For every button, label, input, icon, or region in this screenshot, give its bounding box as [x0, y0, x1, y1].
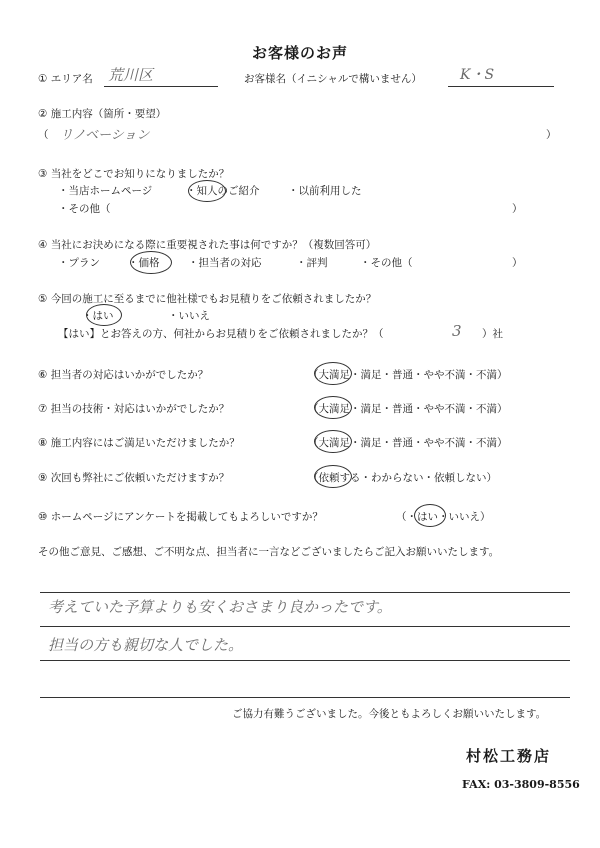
q2-label: ② 施工内容（箇所・要望） [38, 108, 167, 120]
q5-option-yes: ・はい [82, 310, 114, 322]
company-name: 村松工務店 [466, 747, 552, 765]
comment-line-1: 考えていた予算よりも安くおさまり良かったです。 [48, 598, 392, 616]
page-title: お客様のお声 [252, 44, 349, 62]
customer-underline [448, 86, 554, 87]
q4-option-staff: ・担当者の対応 [188, 257, 262, 269]
q3-option-previous: ・以前利用した [288, 185, 362, 197]
q4-option-other: ・その他（ [360, 257, 413, 269]
q9-options: （依頼する・わからない・依頼しない） [308, 472, 497, 484]
customer-label: お客様名（イニシャルで構いません） [244, 73, 422, 85]
q10-options: （・はい・いいえ） [396, 511, 491, 523]
comment-rule-1 [40, 592, 570, 593]
q6-label: ⑥ 担当者の対応はいかがでしたか？ [38, 369, 209, 381]
comment-line-2: 担当の方も親切な人でした。 [48, 636, 244, 654]
q4-other-close: ） [512, 257, 523, 269]
q7-options: （大満足・満足・普通・やや不満・不満） [308, 403, 508, 415]
q8-options: （大満足・満足・普通・やや不満・不満） [308, 437, 508, 449]
comments-prompt: その他ご意見、ご感想、ご不明な点、担当者に一言などございましたらご記入お願いいたします。 [38, 546, 500, 558]
q6-selected-circle [314, 362, 352, 385]
q8-label: ⑧ 施工内容にはご満足いただけましたか？ [38, 437, 240, 449]
q4-selected-circle [130, 251, 172, 274]
q10-label: ⑩ ホームページにアンケートを掲載してもよろしいですか？ [38, 511, 323, 523]
comment-rule-4 [40, 697, 570, 698]
comment-rule-3 [40, 660, 570, 661]
q10-selected-circle [414, 504, 446, 527]
q3-option-other: ・その他（ [58, 203, 111, 215]
q4-option-reputation: ・評判 [296, 257, 328, 269]
q5-count: 3 [452, 322, 462, 340]
q5-option-no: ・いいえ [168, 310, 210, 322]
fax-number: FAX: 03-3809-8556 [462, 778, 580, 791]
q7-label: ⑦ 担当の技術・対応はいかがでしたか？ [38, 403, 230, 415]
q5-label: ⑤ 今回の施工に至るまでに他社様でもお見積りをご依頼されましたか？ [38, 293, 377, 305]
thanks-message: ご協力有難うございました。今後ともよろしくお願いいたします。 [232, 708, 547, 720]
q2-close-paren: ） [546, 129, 557, 141]
q6-options: （大満足・満足・普通・やや不満・不満） [308, 369, 508, 381]
q7-selected-circle [314, 396, 352, 419]
q3-option-referral: ・知人のご紹介 [186, 185, 260, 197]
q4-label: ④ 当社にお決めになる際に重要視された事は何ですか？（複数回答可） [38, 239, 377, 251]
q5-followup: 【はい】とお答えの方、何社からお見積りをご依頼されましたか？（ [58, 328, 384, 340]
customer-value: K・S [460, 67, 495, 83]
q9-selected-circle [314, 465, 352, 488]
q5-suffix: ）社 [482, 328, 503, 340]
q8-selected-circle [314, 430, 352, 453]
q4-option-plan: ・プラン [58, 257, 100, 269]
q5-selected-circle [86, 304, 122, 326]
area-value: 荒川区 [108, 66, 154, 84]
area-label: ① エリア名 [38, 73, 93, 85]
comment-rule-2 [40, 626, 570, 627]
area-underline [104, 86, 218, 87]
q3-label: ③ 当社をどこでお知りになりましたか？ [38, 168, 230, 180]
q3-option-homepage: ・当店ホームページ [58, 185, 153, 197]
q2-answer: リノベーション [60, 128, 150, 143]
q4-option-price: ・価格 [128, 257, 160, 269]
q2-open-paren: （ [38, 129, 49, 141]
q3-selected-circle [188, 180, 226, 202]
q9-label: ⑨ 次回も弊社にご依頼いただけますか？ [38, 472, 230, 484]
q3-other-close: ） [512, 203, 523, 215]
